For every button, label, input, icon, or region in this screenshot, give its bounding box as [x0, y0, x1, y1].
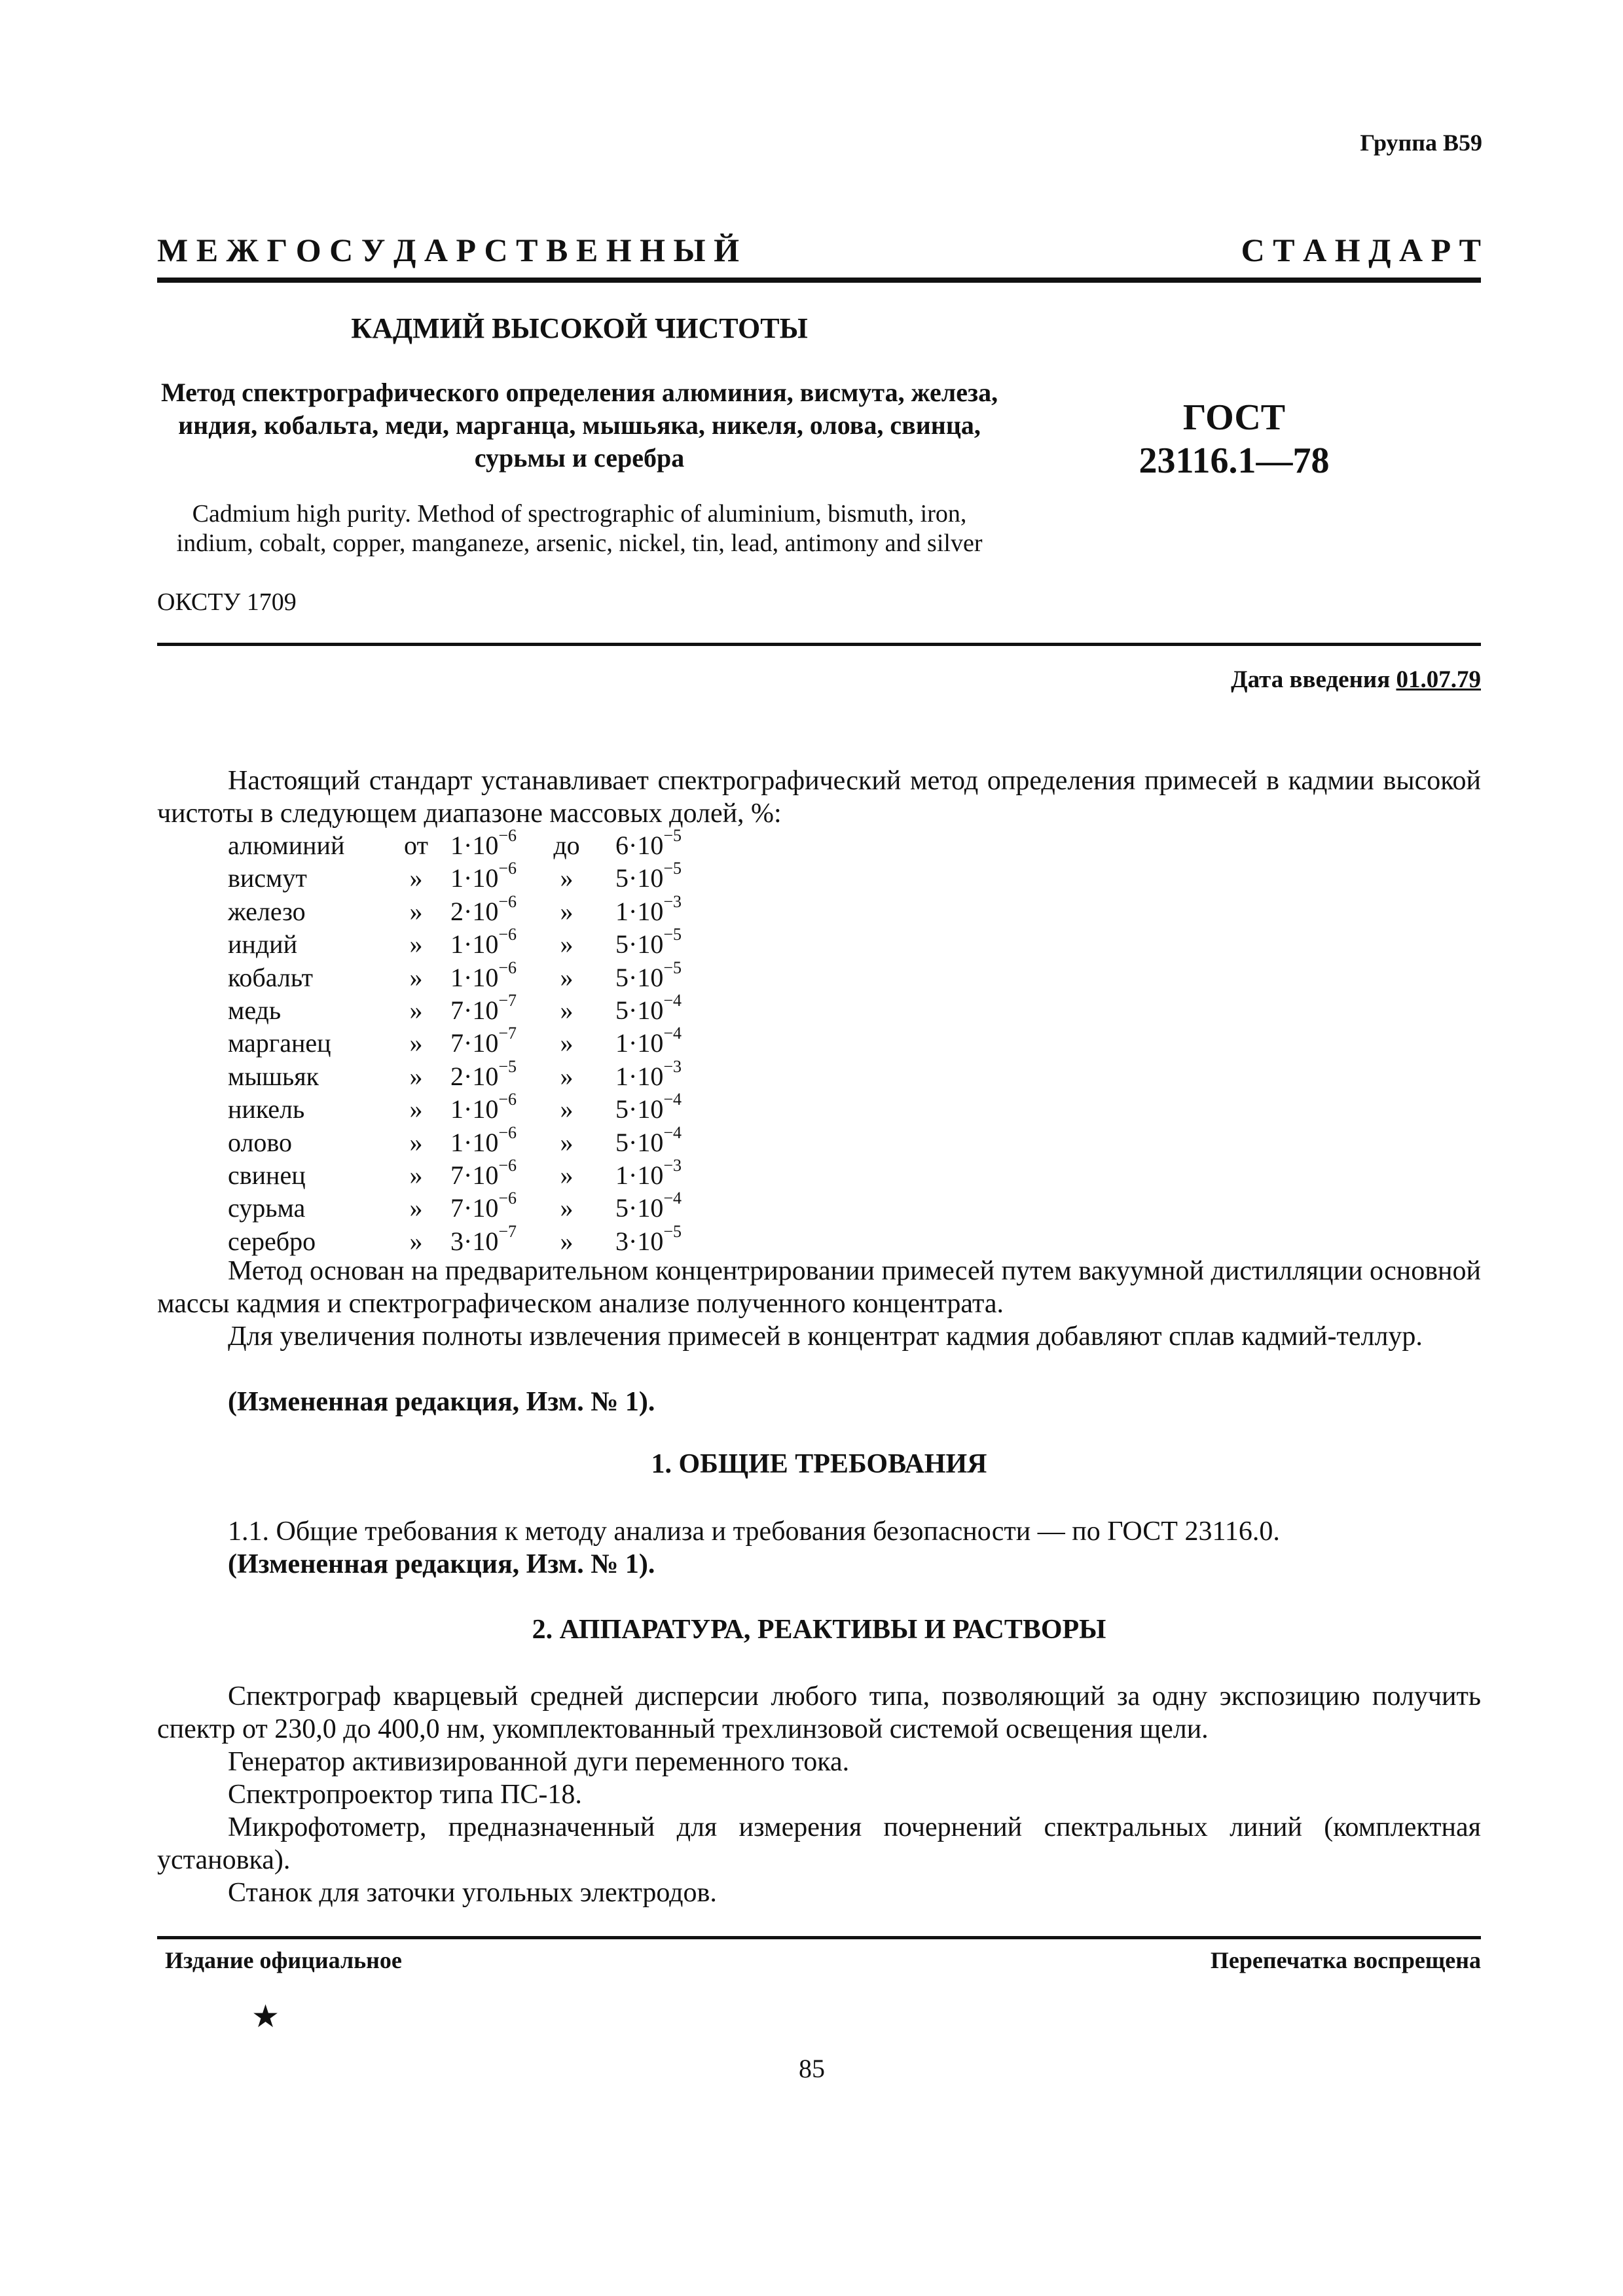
element-name: серебро	[228, 1226, 316, 1256]
upper-exponent: −4	[663, 990, 682, 1010]
document-title: КАДМИЙ ВЫСОКОЙ ЧИСТОТЫ	[351, 312, 808, 344]
from-marker: от	[404, 831, 428, 860]
upper-exponent: −5	[663, 1221, 682, 1241]
upper-limit	[615, 1056, 682, 1093]
banner-standard: С Т А Н Д А Р Т	[1241, 232, 1481, 268]
upper-limit	[615, 1189, 682, 1225]
upper-mantissa: 3·10	[615, 1226, 664, 1256]
lower-exponent: −5	[498, 1056, 517, 1076]
star-icon: ★	[251, 2000, 280, 2034]
upper-exponent: −5	[663, 958, 682, 977]
lower-exponent: −6	[498, 859, 517, 878]
lower-limit	[450, 826, 517, 862]
element-name: медь	[228, 995, 282, 1025]
effective-date	[1231, 666, 1481, 694]
lower-mantissa: 1·10	[450, 831, 499, 860]
from-marker: »	[409, 995, 423, 1025]
lower-limit	[450, 859, 517, 895]
official-edition: Издание официальное	[165, 1947, 402, 1973]
to-marker: »	[560, 896, 574, 926]
reprint-prohibited: Перепечатка воспрещена	[1210, 1947, 1481, 1973]
lower-exponent: −7	[498, 1024, 517, 1043]
lower-exponent: −7	[498, 1221, 517, 1241]
upper-mantissa: 5·10	[615, 1193, 664, 1223]
upper-exponent: −5	[663, 826, 682, 845]
lower-mantissa: 2·10	[450, 896, 499, 926]
gost-label: ГОСТ	[1182, 397, 1286, 438]
upper-limit	[615, 1221, 682, 1258]
from-marker: »	[409, 1226, 423, 1256]
microphotometer-paragraph: Микрофотометр, предназначенный для измерения почернений спектральных линий (комплектная установка).	[157, 1812, 1481, 1875]
spectroprojector-paragraph: Спектропроектор типа ПС-18.	[228, 1780, 582, 1810]
upper-exponent: −5	[663, 859, 682, 878]
element-name: мышьяк	[228, 1061, 319, 1091]
upper-exponent: −5	[663, 925, 682, 944]
upper-exponent: −4	[663, 1024, 682, 1043]
upper-mantissa: 6·10	[615, 831, 664, 860]
from-marker: »	[409, 1127, 423, 1157]
lower-limit	[450, 958, 517, 994]
to-marker: »	[560, 1160, 574, 1190]
upper-exponent: −3	[663, 1155, 682, 1175]
upper-mantissa: 1·10	[615, 896, 664, 926]
english-title: Cadmium high purity. Method of spectrographic of aluminium, bismuth, iron, indium, cobalt, copper, manganeze, arsenic, nickel, tin, lead, antimony and silver	[176, 500, 983, 557]
lower-limit	[450, 891, 517, 928]
generator-paragraph: Генератор активизированной дуги переменного тока.	[228, 1747, 850, 1777]
to-marker: »	[560, 1127, 574, 1157]
element-name: олово	[228, 1127, 293, 1157]
upper-limit	[615, 958, 682, 994]
lower-limit	[450, 1090, 517, 1126]
upper-mantissa: 5·10	[615, 1127, 664, 1157]
lower-limit	[450, 1221, 517, 1258]
lower-mantissa: 7·10	[450, 1160, 499, 1190]
upper-limit	[615, 1024, 682, 1060]
upper-exponent: −4	[663, 1122, 682, 1142]
upper-limit	[615, 891, 682, 928]
to-marker: »	[560, 1226, 574, 1256]
to-marker: »	[560, 962, 574, 992]
lower-mantissa: 7·10	[450, 1028, 499, 1058]
section-1-heading: 1. ОБЩИЕ ТРЕБОВАНИЯ	[651, 1449, 987, 1479]
date-label: Дата введения	[1231, 666, 1391, 693]
banner-interstate: М Е Ж Г О С У Д А Р С Т В Е Н Н Ы Й	[157, 232, 739, 268]
page-number: 85	[799, 2054, 825, 2083]
upper-exponent: −3	[663, 891, 682, 911]
document-subtitle: Метод спектрографического определения алюминия, висмута, железа, индия, кобальта, меди, марганца, мышьяка, никеля, олова, свинца, сурьмы и серебра	[160, 378, 998, 473]
lower-limit	[450, 1122, 517, 1159]
section-1-text: 1.1. Общие требования к методу анализа и требования безопасности — по ГОСТ 23116.0.	[228, 1516, 1280, 1547]
to-marker: »	[560, 929, 574, 960]
upper-exponent: −4	[663, 1090, 682, 1109]
upper-limit	[615, 1155, 682, 1192]
sharpener-paragraph: Станок для заточки угольных электродов.	[228, 1878, 717, 1908]
element-name: железо	[228, 896, 306, 926]
upper-mantissa: 5·10	[615, 995, 664, 1025]
from-marker: »	[409, 1061, 423, 1091]
lower-exponent: −6	[498, 1189, 517, 1208]
lower-mantissa: 7·10	[450, 1193, 499, 1223]
title-rule	[157, 643, 1481, 646]
upper-mantissa: 5·10	[615, 962, 664, 992]
lower-mantissa: 7·10	[450, 995, 499, 1025]
element-name: висмут	[228, 863, 307, 893]
to-marker: »	[560, 1061, 574, 1091]
standard-banner	[157, 230, 1481, 270]
lower-mantissa: 3·10	[450, 1226, 499, 1256]
lower-limit	[450, 1024, 517, 1060]
from-marker: »	[409, 1193, 423, 1223]
gost-designation	[1048, 396, 1421, 482]
element-name: никель	[228, 1094, 305, 1124]
lower-limit	[450, 1189, 517, 1225]
from-marker: »	[409, 1160, 423, 1190]
from-marker: »	[409, 962, 423, 992]
to-marker: »	[560, 1094, 574, 1124]
lower-exponent: −7	[498, 990, 517, 1010]
intro-paragraph: Настоящий стандарт устанавливает спектрографический метод определения примесей в кадмии высокой чистоты в следующем диапазоне массовых долей, %:	[157, 766, 1481, 829]
lower-mantissa: 1·10	[450, 1127, 499, 1157]
upper-exponent: −4	[663, 1189, 682, 1208]
from-marker: »	[409, 896, 423, 926]
lower-exponent: −6	[498, 1122, 517, 1142]
element-name: кобальт	[228, 962, 314, 992]
section-1-change-note: (Измененная редакция, Изм. № 1).	[228, 1549, 655, 1579]
lower-limit	[450, 990, 517, 1027]
upper-limit	[615, 925, 682, 961]
lower-mantissa: 1·10	[450, 863, 499, 893]
upper-exponent: −3	[663, 1056, 682, 1076]
date-value: 01.07.79	[1396, 666, 1481, 693]
upper-mantissa: 5·10	[615, 1094, 664, 1124]
upper-mantissa: 1·10	[615, 1061, 664, 1091]
lower-exponent: −6	[498, 925, 517, 944]
upper-mantissa: 5·10	[615, 929, 664, 960]
lower-exponent: −6	[498, 891, 517, 911]
element-name: свинец	[228, 1160, 306, 1190]
spectrograph-paragraph: Спектрограф кварцевый средней дисперсии любого типа, позволяющий за одну экспозицию получить спектр от 230,0 до 400,0 нм, укомплектованный трехлинзовой системой освещения щели.	[157, 1681, 1481, 1744]
upper-limit	[615, 1122, 682, 1159]
lower-mantissa: 2·10	[450, 1061, 499, 1091]
oksty-code: ОКСТУ 1709	[157, 588, 297, 616]
header-rule	[157, 278, 1481, 283]
upper-limit	[615, 826, 682, 862]
lower-mantissa: 1·10	[450, 962, 499, 992]
alloy-paragraph: Для увеличения полноты извлечения примесей в концентрат кадмия добавляют сплав кадмий-теллур.	[228, 1321, 1423, 1352]
upper-mantissa: 5·10	[615, 863, 664, 893]
element-name: марганец	[228, 1028, 331, 1058]
to-marker: »	[560, 1193, 574, 1223]
upper-limit	[615, 1090, 682, 1126]
lower-limit	[450, 1155, 517, 1192]
upper-mantissa: 1·10	[615, 1160, 664, 1190]
gost-number: 23116.1—78	[1139, 440, 1330, 481]
upper-limit	[615, 859, 682, 895]
from-marker: »	[409, 863, 423, 893]
upper-limit	[615, 990, 682, 1027]
lower-exponent: −6	[498, 958, 517, 977]
footer-rule	[157, 1936, 1481, 1939]
to-marker: »	[560, 863, 574, 893]
lower-limit	[450, 1056, 517, 1093]
lower-mantissa: 1·10	[450, 929, 499, 960]
lower-exponent: −6	[498, 1155, 517, 1175]
to-marker: »	[560, 995, 574, 1025]
method-paragraph: Метод основан на предварительном концентрировании примесей путем вакуумной дистилляции основной массы кадмия и спектрографическом анализе полученного концентрата.	[157, 1256, 1481, 1319]
to-marker: до	[553, 831, 580, 860]
group-code: Группа В59	[1360, 130, 1482, 156]
section-2-heading: 2. АППАРАТУРА, РЕАКТИВЫ И РАСТВОРЫ	[532, 1615, 1106, 1645]
lower-mantissa: 1·10	[450, 1094, 499, 1124]
upper-mantissa: 1·10	[615, 1028, 664, 1058]
change-note: (Измененная редакция, Изм. № 1).	[228, 1387, 655, 1417]
lower-exponent: −6	[498, 826, 517, 845]
from-marker: »	[409, 1028, 423, 1058]
lower-exponent: −6	[498, 1090, 517, 1109]
to-marker: »	[560, 1028, 574, 1058]
from-marker: »	[409, 1094, 423, 1124]
from-marker: »	[409, 929, 423, 960]
element-name: индий	[228, 929, 297, 960]
element-name: сурьма	[228, 1193, 306, 1223]
element-name: алюминий	[228, 831, 345, 860]
lower-limit	[450, 925, 517, 961]
